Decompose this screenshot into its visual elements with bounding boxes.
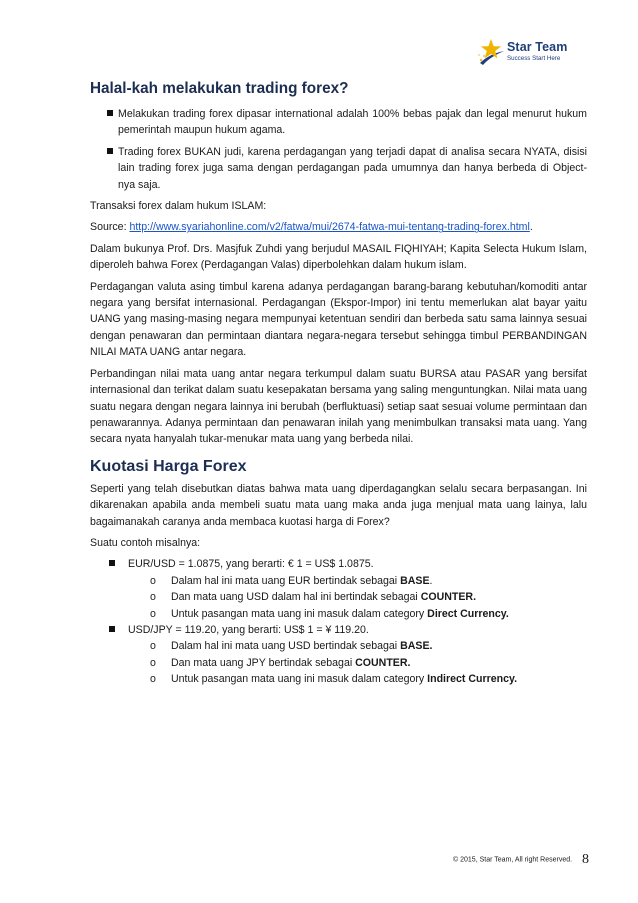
page-number: 8 <box>582 852 589 867</box>
sub-bold: BASE. <box>400 640 433 653</box>
list-item <box>90 622 587 688</box>
sub-bold: BASE <box>400 574 430 587</box>
logo-tagline: Success Start Here <box>507 55 561 62</box>
source-label: Source: <box>90 221 130 234</box>
list-item: Trading forex BUKAN judi, karena perdagangan yang terjadi dapat di analisa secara NYATA, disisi lain trading forex juga sama dengan perdagangan pada umumnya dan hanya berbeda di Object-nya saja. <box>90 144 587 193</box>
sub-text: Dan mata uang USD dalam hal ini bertindak sebagai <box>171 591 421 604</box>
source-link[interactable]: http://www.syariahonline.com/v2/fatwa/mui/2674-fatwa-mui-tentang-trading-forex.html <box>129 221 530 234</box>
sub-list-item <box>128 638 587 654</box>
sub-bold: COUNTER. <box>420 591 477 604</box>
sub-list-item <box>128 573 587 589</box>
halal-bullet-list <box>90 106 587 193</box>
copyright-text: © 2015, Star Team, All right Reserved. <box>453 856 573 864</box>
sub-text: Dalam hal ini mata uang USD bertindak sebagai <box>171 640 401 653</box>
sub-text: Untuk pasangan mata uang ini masuk dalam category <box>171 673 428 686</box>
logo-brand-text: Star Team <box>507 40 568 54</box>
page-footer <box>453 852 589 868</box>
main-content <box>90 79 587 688</box>
paragraph: Suatu contoh misalnya: <box>90 536 201 549</box>
star-team-logo <box>477 38 587 68</box>
sub-bold: Indirect Currency. <box>427 673 518 686</box>
paragraph: Transaksi forex dalam hukum ISLAM: <box>90 200 267 213</box>
sub-list-item <box>128 606 587 622</box>
paragraph: Seperti yang telah disebutkan diatas bahwa mata uang diperdagangkan selalu secara berpasangan. Ini dikarenakan apabila anda membeli suatu mata uang maka anda juga menjual mata uang lainya, lalu bagaimanakah caranya anda membaca kuotasi harga di Forex? <box>90 482 587 528</box>
sub-text: Untuk pasangan mata uang ini masuk dalam category <box>171 607 428 620</box>
sub-bold: COUNTER. <box>355 656 411 669</box>
source-end: . <box>529 221 533 234</box>
list-item: Melakukan trading forex dipasar international adalah 100% bebas pajak dan legal menurut hukum pemerintah maupun hukum agama. <box>90 106 587 139</box>
sub-text: Dalam hal ini mata uang EUR bertindak sebagai <box>171 574 401 587</box>
sub-list <box>128 573 587 622</box>
sub-end: . <box>429 574 433 587</box>
paragraph: Dalam bukunya Prof. Drs. Masjfuk Zuhdi yang berjudul MASAIL FIQHIYAH; Kapita Selecta Hukum Islam, diperoleh bahwa Forex (Perdagangan Valas) diperbolehkan dalam hukum islam. <box>90 242 587 272</box>
sub-list <box>128 638 587 687</box>
example-main: EUR/USD = 1.0875, yang berarti: € 1 = US$ 1.0875. <box>128 558 374 571</box>
example-list <box>90 556 587 687</box>
example-main: USD/JPY = 119.20, yang berarti: US$ 1 = ¥ 119.20. <box>128 623 369 636</box>
sub-list-item <box>128 655 587 671</box>
source-paragraph <box>90 219 587 235</box>
sub-list-item <box>128 589 587 605</box>
list-item <box>90 556 587 622</box>
sub-text: Dan mata uang JPY bertindak sebagai <box>171 656 356 669</box>
sub-bold: Direct Currency. <box>427 607 509 620</box>
paragraph: Perdagangan valuta asing timbul karena adanya perdagangan barang-barang kebutuhan/komoditi antar negara yang bersifat internasional. Perdagangan (Ekspor-Impor) ini tentu memerlukan alat bayar yaitu UANG yang masing-masing negara mempunyai ketentuan sendiri dan berbeda satu sama lainnya sesuai dengan penawaran dan permintaan diantara negara-negara tersebut sehingga timbul PERBANDINGAN NILAI MATA UANG antar negara. <box>90 280 587 359</box>
section-title-kuotasi: Kuotasi Harga Forex <box>90 457 247 475</box>
star-logo-icon <box>477 38 507 68</box>
sub-list-item <box>128 671 587 687</box>
section-title-halal: Halal-kah melakukan trading forex? <box>90 80 349 97</box>
paragraph: Perbandingan nilai mata uang antar negara terkumpul dalam suatu BURSA atau PASAR yang bersifat internasional dan terikat dalam suatu kesepakatan bersama yang saling menguntungkan. Nilai mata uang suatu negara dengan negara lainnya ini berubah (berfluktuasi) setiap saat sesuai volume permintaan dan penawarannya. Adanya permintaan dan penawaran inilah yang menimbulkan transaksi mata uang. Yang secara nyata hanyalah tukar-menukar mata uang yang berbeda nilai. <box>90 367 587 446</box>
